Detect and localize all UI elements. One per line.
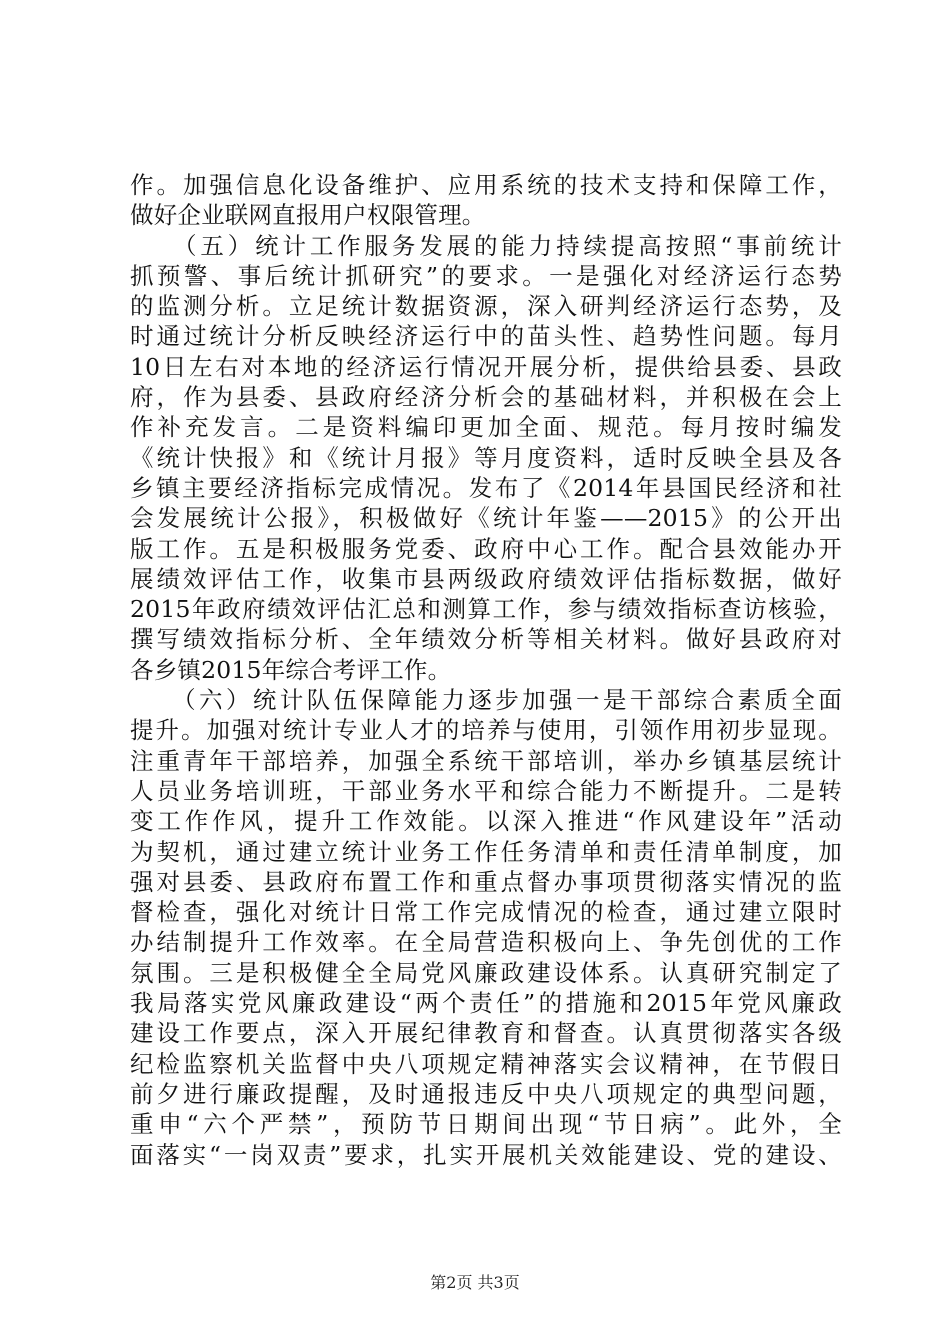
text-line: 展绩效评估工作，收集市县两级政府绩效评估指标数据，做好 — [130, 564, 842, 593]
text-line: 撰写绩效指标分析、全年绩效分析等相关材料。做好县政府对 — [130, 625, 842, 654]
text-line: 会发展统计公报》，积极做好《统计年鉴——2015》的公开出 — [130, 504, 842, 533]
text-line: 时通过统计分析反映经济运行中的苗头性、趋势性问题。每月 — [130, 322, 842, 351]
text-line: 2015年政府绩效评估汇总和测算工作，参与绩效指标查访核验， — [130, 595, 842, 624]
text-line: 版工作。五是积极服务党委、政府中心工作。配合县效能办开 — [130, 534, 842, 563]
text-line: 10日左右对本地的经济运行情况开展分析，提供给县委、县政 — [130, 352, 842, 381]
text-line: 办结制提升工作效率。在全局营造积极向上、争先创优的工作 — [130, 928, 842, 957]
text-line: 变工作作风，提升工作效能。以深入推进“作风建设年”活动 — [130, 807, 842, 836]
text-line: 的监测分析。立足统计数据资源，深入研判经济运行态势，及 — [130, 292, 842, 321]
text-line: 纪检监察机关监督中央八项规定精神落实会议精神，在节假日 — [130, 1049, 842, 1078]
text-line: 作。加强信息化设备维护、应用系统的技术支持和保障工作， — [130, 171, 842, 199]
page-number-footer: 第2页 共3页 — [430, 1273, 520, 1292]
text-line: 做好企业联网直报用户权限管理。 — [130, 201, 486, 230]
text-line: 我局落实党风廉政建设“两个责任”的措施和2015年党风廉政 — [130, 989, 842, 1018]
text-line: 为契机，通过建立统计业务工作任务清单和责任清单制度，加 — [130, 837, 842, 866]
text-line: 重申“六个严禁”，预防节日期间出现“节日病”。此外，全 — [130, 1110, 842, 1139]
text-line: 府，作为县委、县政府经济分析会的基础材料，并积极在会上 — [130, 383, 842, 412]
text-line: 乡镇主要经济指标完成情况。发布了《2014年县国民经济和社 — [130, 473, 842, 502]
text-line: 面落实“一岗双责”要求，扎实开展机关效能建设、党的建设、 — [130, 1140, 842, 1169]
text-line: 督检查，强化对统计日常工作完成情况的检查，通过建立限时 — [130, 898, 842, 927]
text-line: 《统计快报》和《统计月报》等月度资料，适时反映全县及各 — [130, 443, 842, 472]
body-text — [130, 170, 842, 1170]
text-line: 氛围。三是积极健全全局党风廉政建设体系。认真研究制定了 — [130, 958, 842, 987]
text-line: 各乡镇2015年综合考评工作。 — [130, 655, 452, 684]
text-line: 前夕进行廉政提醒，及时通报违反中央八项规定的典型问题， — [130, 1079, 842, 1108]
text-line: 提升。加强对统计专业人才的培养与使用，引领作用初步显现。 — [130, 716, 842, 745]
text-line: 抓预警、事后统计抓研究”的要求。一是强化对经济运行态势 — [130, 261, 842, 290]
text-line: 人员业务培训班，干部业务水平和综合能力不断提升。二是转 — [130, 776, 842, 805]
text-line: 强对县委、县政府布置工作和重点督办事项贯彻落实情况的监 — [130, 867, 842, 896]
text-line: 作补充发言。二是资料编印更加全面、规范。每月按时编发 — [130, 413, 842, 442]
text-line: 建设工作要点，深入开展纪律教育和督查。认真贯彻落实各级 — [130, 1019, 842, 1048]
text-line: （五）统计工作服务发展的能力持续提高按照“事前统计 — [130, 231, 842, 260]
text-line: （六）统计队伍保障能力逐步加强一是干部综合素质全面 — [130, 686, 842, 715]
text-line: 注重青年干部培养，加强全系统干部培训，举办乡镇基层统计 — [130, 746, 842, 775]
